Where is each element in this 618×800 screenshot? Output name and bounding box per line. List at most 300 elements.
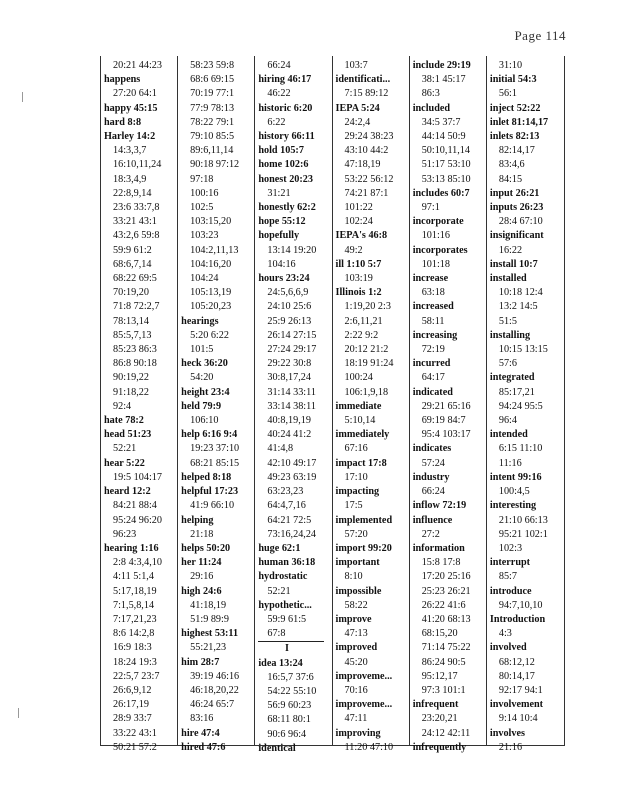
page-references: 26:22 41:6 [421, 599, 466, 611]
index-term: impacting [335, 486, 380, 498]
page-references: 95:24 96:20 [113, 514, 162, 526]
page-references: 24:2,4 [344, 116, 371, 128]
index-term: hypothetic... [258, 599, 312, 611]
page-references: 31:10 [498, 60, 523, 71]
index-term: hear 5:22 [104, 457, 145, 469]
page-references: 78:13,14 [113, 315, 149, 327]
index-term: inject 52:22 [489, 102, 541, 114]
page-references: 78:22 79:1 [190, 116, 235, 128]
index-term: integrated [489, 372, 535, 384]
page-references: 95:21 102:1 [498, 528, 548, 540]
page-references: 49:2 [344, 244, 363, 256]
index-term: influence [412, 514, 453, 526]
page-references: 51:9 89:9 [190, 613, 229, 625]
index-term: hate 78:2 [104, 415, 144, 427]
index-term: impossible [335, 585, 382, 597]
page-references: 94:7,10,10 [498, 599, 543, 611]
index-term: historic 6:20 [258, 102, 313, 114]
page-references: 42:10 49:17 [267, 457, 317, 469]
page-references: 8:10 [344, 571, 363, 583]
page-references: 58:23 59:8 [190, 60, 235, 71]
page-references: 97:18 [190, 173, 214, 185]
page-references: 66:24 [421, 486, 445, 498]
page-references: 57:24 [421, 457, 445, 469]
index-term: industry [412, 471, 450, 483]
page-references: 19:5 104:17 [113, 471, 162, 483]
index-column [410, 56, 487, 753]
page-references: 59:9 61:5 [267, 613, 307, 625]
index-term: hired 47:6 [181, 741, 226, 753]
index-term: heard 12:2 [104, 486, 151, 498]
page-references: 26:14 27:15 [267, 329, 317, 341]
index-term: improved [335, 642, 378, 654]
index-term: increase [412, 273, 449, 285]
section-letter: I [284, 643, 289, 655]
page-references: 90:6 96:4 [267, 728, 307, 740]
page-references: 38:1 45:17 [421, 74, 466, 86]
page-references: 25:9 26:13 [267, 315, 312, 327]
page-references: 22:5,7 23:7 [113, 670, 160, 682]
index-term: inflow 72:19 [412, 500, 467, 512]
page-references: 27:2 [421, 528, 440, 540]
index-term: her 11:24 [181, 557, 222, 569]
index-term: involvement [489, 699, 544, 711]
page-references: 46:22 [267, 88, 291, 100]
page-references: 6:22 [267, 116, 286, 128]
page-references: 97:3 101:1 [421, 684, 466, 696]
page-references: 40:8,19,19 [267, 415, 311, 427]
page-references: 14:3,3,7 [113, 145, 147, 157]
page-references: 43:2,6 59:8 [113, 230, 160, 242]
page-references: 59:9 61:2 [113, 244, 152, 256]
page-references: 16:10,11,24 [113, 159, 162, 171]
index-term: happens [104, 74, 141, 86]
page-references: 31:14 33:11 [267, 386, 316, 398]
page-references: 103:15,20 [190, 216, 232, 228]
index-term: huge 62:1 [258, 542, 301, 554]
page-references: 25:23 26:21 [421, 585, 471, 597]
page-references: 46:18,20,22 [190, 684, 239, 696]
page-references: 97:1 [421, 202, 440, 214]
page-references: 41:9 66:10 [190, 500, 235, 512]
page-references: 83:4,6 [498, 159, 525, 171]
page-references: 44:14 50:9 [421, 131, 466, 143]
page-references: 82:14,17 [498, 145, 535, 157]
page-references: 57:6 [498, 358, 517, 370]
page-references: 24:10 25:6 [267, 301, 312, 313]
page-references: 29:24 38:23 [344, 131, 394, 143]
page-references: 63:23,23 [267, 486, 304, 498]
page-references: 41:18,19 [190, 599, 227, 611]
index-term: important [335, 557, 380, 569]
page-references: 100:4,5 [498, 486, 530, 498]
page-references: 39:19 46:16 [190, 670, 240, 682]
page-references: 33:14 38:11 [267, 400, 316, 412]
index-term: hydrostatic [258, 571, 308, 583]
page-references: 4:3 [498, 628, 512, 640]
page-references: 95:4 103:17 [421, 429, 471, 441]
page-references: 80:14,17 [498, 670, 535, 682]
page-references: 74:21 87:1 [344, 187, 389, 199]
page-references: 51:5 [498, 315, 517, 327]
page-references: 90:18 97:12 [190, 159, 240, 171]
page-references: 89:6,11,14 [190, 145, 234, 157]
page-references: 50:21 57:2 [113, 741, 157, 753]
page-references: 29:16 [190, 571, 214, 583]
index-term: involved [489, 642, 527, 654]
page-references: 68:21 85:15 [190, 457, 240, 469]
page-references: 10:18 12:4 [498, 287, 543, 299]
page-references: 72:19 [421, 344, 445, 356]
index-term: happy 45:15 [104, 102, 158, 114]
page-references: 2:6,11,21 [344, 315, 383, 327]
page-references: 27:24 29:17 [267, 344, 317, 356]
page-references: 7:17,21,23 [113, 613, 157, 625]
index-term: hopefully [258, 230, 300, 242]
page-references: 83:16 [190, 713, 214, 725]
index-term: impact 17:8 [335, 457, 387, 469]
page-references: 2:22 9:2 [344, 329, 379, 341]
page-references: 84:15 [498, 173, 523, 185]
page-references: 17:10 [344, 471, 368, 483]
page-references: 6:15 11:10 [498, 443, 543, 455]
index-term: helps 50:20 [181, 542, 231, 554]
page-references: 29:22 30:8 [267, 358, 312, 370]
margin-mark [18, 708, 19, 718]
index-term: incorporate [412, 216, 464, 228]
page-references: 92:4 [113, 400, 132, 412]
page-references: 21:16 [498, 741, 523, 753]
index-term: honest 20:23 [258, 173, 313, 185]
page-references: 18:3,4,9 [113, 173, 147, 185]
index-term: hearing 1:16 [104, 542, 159, 554]
page-references: 104:16,20 [190, 258, 232, 270]
page-references: 68:12,12 [498, 656, 535, 668]
page-references: 47:13 [344, 628, 368, 640]
page-references: 66:24 [267, 60, 291, 71]
index-term: increasing [412, 329, 458, 341]
index-column [487, 56, 564, 753]
index-term: helping [181, 514, 214, 526]
page-references: 85:7 [498, 571, 517, 583]
page-references: 31:21 [267, 187, 291, 199]
index-term: highest 53:11 [181, 628, 239, 640]
page-references: 23:20,21 [421, 713, 458, 725]
margin-mark [22, 92, 23, 102]
page-references: 27:20 64:1 [113, 88, 157, 100]
page-references: 71:8 72:2,7 [113, 301, 160, 313]
page-references: 64:4,7,16 [267, 500, 306, 512]
page-references: 85:17,21 [498, 386, 535, 398]
index-term: hard 8:8 [104, 116, 142, 128]
page-references: 104:16 [267, 258, 296, 270]
page-references: 57:20 [344, 528, 368, 540]
page-references: 96:23 [113, 528, 137, 540]
index-term: installed [489, 273, 527, 285]
page-references: 51:17 53:10 [421, 159, 471, 171]
index-term: held 79:9 [181, 400, 222, 412]
page-references: 26:6,9,12 [113, 684, 152, 696]
index-term: infrequently [412, 741, 467, 753]
page-references: 47:18,19 [344, 159, 381, 171]
page-references: 7:1,5,8,14 [113, 599, 155, 611]
index-term: ill 1:10 5:7 [335, 258, 382, 270]
page-references: 26:17,19 [113, 699, 149, 711]
page-references: 20:21 44:23 [113, 60, 162, 71]
index-term: him 28:7 [181, 656, 220, 668]
page-references: 34:5 37:7 [421, 116, 461, 128]
index-term: included [412, 102, 451, 114]
page-references: 24:12 42:11 [421, 727, 471, 739]
index-term: human 36:18 [258, 557, 316, 569]
page-references: 86:24 90:5 [421, 656, 466, 668]
index-term: indicates [412, 443, 452, 455]
index-term: idea 13:24 [258, 657, 303, 669]
page-references: 90:19,22 [113, 372, 149, 384]
index-term: identical [258, 742, 296, 754]
index-term: interesting [489, 500, 537, 512]
page-references: 28:4 67:10 [498, 216, 543, 228]
page-references: 33:21 43:1 [113, 216, 157, 228]
index-column [101, 56, 178, 753]
index-term: immediate [335, 400, 382, 412]
index-term: improveme... [335, 670, 393, 682]
index-term: introduce [489, 585, 532, 597]
page-references: 64:17 [421, 372, 445, 384]
page-references: 96:4 [498, 415, 517, 427]
page-references: 68:22 69:5 [113, 273, 157, 285]
index-term: immediately [335, 429, 390, 441]
page-references: 103:7 [344, 60, 368, 71]
page-references: 106:1,9,18 [344, 386, 389, 398]
page-references: 21:18 [190, 528, 214, 540]
page-references: 8:6 14:2,8 [113, 628, 155, 640]
page-references: 101:5 [190, 344, 214, 356]
index-term: history 66:11 [258, 131, 315, 143]
index-term: improving [335, 727, 381, 739]
page-references: 101:22 [344, 202, 373, 214]
page-references: 95:12,17 [421, 670, 458, 682]
page-references: 43:10 44:2 [344, 145, 389, 157]
page-references: 68:11 80:1 [267, 714, 311, 726]
page-references: 105:20,23 [190, 301, 232, 313]
page-references: 56:9 60:23 [267, 700, 312, 712]
index-column [255, 56, 332, 754]
page-references: 104:24 [190, 273, 219, 285]
page-references: 68:6,7,14 [113, 258, 152, 270]
page-references: 100:16 [190, 187, 219, 199]
index-term: hold 105:7 [258, 145, 304, 157]
page-references: 5:17,18,19 [113, 585, 157, 597]
index-term: inlet 81:14,17 [489, 116, 549, 128]
index-term: head 51:23 [104, 429, 152, 441]
page-references: 45:20 [344, 656, 368, 668]
index-term: incurred [412, 358, 451, 370]
index-term: include 29:19 [412, 60, 471, 71]
index-term: infrequent [412, 699, 459, 711]
index-term: indicated [412, 386, 453, 398]
index-term: help 6:16 9:4 [181, 429, 238, 441]
page-references: 58:22 [344, 599, 368, 611]
page-references: 105:13,19 [190, 287, 232, 299]
page-references: 70:19 77:1 [190, 88, 235, 100]
index-term: includes 60:7 [412, 187, 470, 199]
index-term: hope 55:12 [258, 216, 306, 228]
page-references: 102:5 [190, 202, 214, 214]
page-references: 16:22 [498, 244, 523, 256]
index-term: hire 47:4 [181, 727, 220, 739]
page-references: 47:11 [344, 713, 368, 725]
index-column [333, 56, 410, 753]
page-references: 94:24 95:5 [498, 400, 543, 412]
index-term: intent 99:16 [489, 471, 542, 483]
index-term: input 26:21 [489, 187, 540, 199]
page-references: 70:19,20 [113, 287, 149, 299]
page-references: 20:12 21:2 [344, 344, 389, 356]
word-index-table [100, 56, 565, 754]
page-references: 102:24 [344, 216, 373, 228]
page-references: 106:10 [190, 415, 219, 427]
index-term: high 24:6 [181, 585, 222, 597]
page-references: 30:8,17,24 [267, 372, 311, 384]
page-references: 11:20 47:10 [344, 741, 394, 753]
page-references: 5:20 6:22 [190, 329, 229, 341]
page-references: 18:19 91:24 [344, 358, 394, 370]
page-number: Page 114 [514, 28, 566, 43]
page-references: 91:18,22 [113, 386, 149, 398]
page-references: 46:24 65:7 [190, 699, 235, 711]
page-references: 85:5,7,13 [113, 329, 152, 341]
page-references: 58:11 [421, 315, 445, 327]
page-references: 53:22 56:12 [344, 173, 394, 185]
index-term: interrupt [489, 557, 531, 569]
page-references: 16:9 18:3 [113, 642, 152, 654]
index-term: implemented [335, 514, 393, 526]
page-references: 11:16 [498, 457, 522, 469]
page-references: 9:14 10:4 [498, 713, 538, 725]
index-term: increased [412, 301, 454, 313]
index-column [178, 56, 255, 753]
index-term: height 23:4 [181, 386, 230, 398]
page-references: 92:17 94:1 [498, 684, 543, 696]
index-term: install 10:7 [489, 258, 538, 270]
page-references: 67:16 [344, 443, 368, 455]
page-references: 18:24 19:3 [113, 656, 157, 668]
index-term: incorporates [412, 244, 468, 256]
page-references: 13:2 14:5 [498, 301, 538, 313]
page-references: 2:8 4:3,4,10 [113, 557, 162, 569]
index-term: Harley 14:2 [104, 131, 156, 143]
page-references: 21:10 66:13 [498, 514, 548, 526]
page-references: 23:6 33:7,8 [113, 202, 160, 214]
page-references: 53:13 85:10 [421, 173, 471, 185]
page-references: 49:23 63:19 [267, 471, 317, 483]
index-term: home 102:6 [258, 159, 309, 171]
page-references: 85:23 86:3 [113, 344, 157, 356]
page-references: 28:9 33:7 [113, 713, 152, 725]
page-references: 67:8 [258, 627, 323, 642]
page-references: 50:10,11,14 [421, 145, 470, 157]
page-references: 101:18 [421, 258, 450, 270]
page-references: 86:8 90:18 [113, 358, 157, 370]
page-references: 84:21 88:4 [113, 500, 157, 512]
page-references: 71:14 75:22 [421, 642, 471, 654]
index-term: heck 36:20 [181, 358, 228, 370]
index-term: intended [489, 429, 528, 441]
page-references: 103:23 [190, 230, 219, 242]
page-references: 102:3 [498, 542, 523, 554]
page-references: 79:10 85:5 [190, 131, 235, 143]
page-references: 13:14 19:20 [267, 244, 317, 256]
page-references: 101:16 [421, 230, 450, 242]
index-term: import 99:20 [335, 542, 392, 554]
index-term: hiring 46:17 [258, 74, 312, 86]
page-references: 19:23 37:10 [190, 443, 240, 455]
page-references: 69:19 84:7 [421, 415, 466, 427]
page-references: 4:11 5:1,4 [113, 571, 154, 583]
page-references: 103:19 [344, 273, 373, 285]
index-term: inputs 26:23 [489, 202, 544, 214]
page-references: 100:24 [344, 372, 373, 384]
page-references: 54:20 [190, 372, 214, 384]
page-references: 41:20 68:13 [421, 613, 471, 625]
page-references: 86:3 [421, 88, 440, 100]
page-references: 63:18 [421, 287, 445, 299]
page-references: 10:15 13:15 [498, 344, 548, 356]
index-term: Introduction [489, 613, 546, 625]
index-term: involves [489, 727, 525, 739]
index-term: installing [489, 329, 531, 341]
page-references: 15:8 17:8 [421, 557, 461, 569]
page-references: 64:21 72:5 [267, 514, 312, 526]
page-references: 77:9 78:13 [190, 102, 235, 114]
index-term: insignificant [489, 230, 544, 242]
index-term: IEPA's 46:8 [335, 230, 388, 242]
page-references: 70:16 [344, 684, 368, 696]
index-term: inlets 82:13 [489, 131, 540, 143]
index-term: identificati... [335, 74, 391, 86]
page-references: 52:21 [113, 443, 137, 455]
index-term: hours 23:24 [258, 273, 310, 285]
page-references: 17:20 25:16 [421, 571, 471, 583]
page-references: 33:22 43:1 [113, 727, 157, 739]
page-references: 7:15 89:12 [344, 88, 389, 100]
page-references: 56:1 [498, 88, 517, 100]
page-references: 16:5,7 37:6 [267, 671, 314, 683]
page-references: 24:5,6,6,9 [267, 287, 309, 299]
page-references: 104:2,11,13 [190, 244, 239, 256]
index-term: helpful 17:23 [181, 486, 239, 498]
page-references: 41:4,8 [267, 443, 294, 455]
page-references: 54:22 55:10 [267, 685, 317, 697]
index-term: information [412, 542, 465, 554]
index-term: honestly 62:2 [258, 202, 316, 214]
page-references: 29:21 65:16 [421, 400, 471, 412]
page-references: 73:16,24,24 [267, 528, 317, 540]
index-term: initial 54:3 [489, 74, 537, 86]
index-term: Illinois 1:2 [335, 287, 382, 299]
page-references: 1:19,20 2:3 [344, 301, 391, 313]
page-references: 68:6 69:15 [190, 74, 235, 86]
page-references: 68:15,20 [421, 628, 458, 640]
index-term: improve [335, 613, 372, 625]
index-term: hearings [181, 315, 219, 327]
index-term: helped 8:18 [181, 471, 232, 483]
page-references: 5:10,14 [344, 415, 376, 427]
page-references: 17:5 [344, 500, 363, 512]
page-references: 55:21,23 [190, 642, 227, 654]
index-term: IEPA 5:24 [335, 102, 380, 114]
